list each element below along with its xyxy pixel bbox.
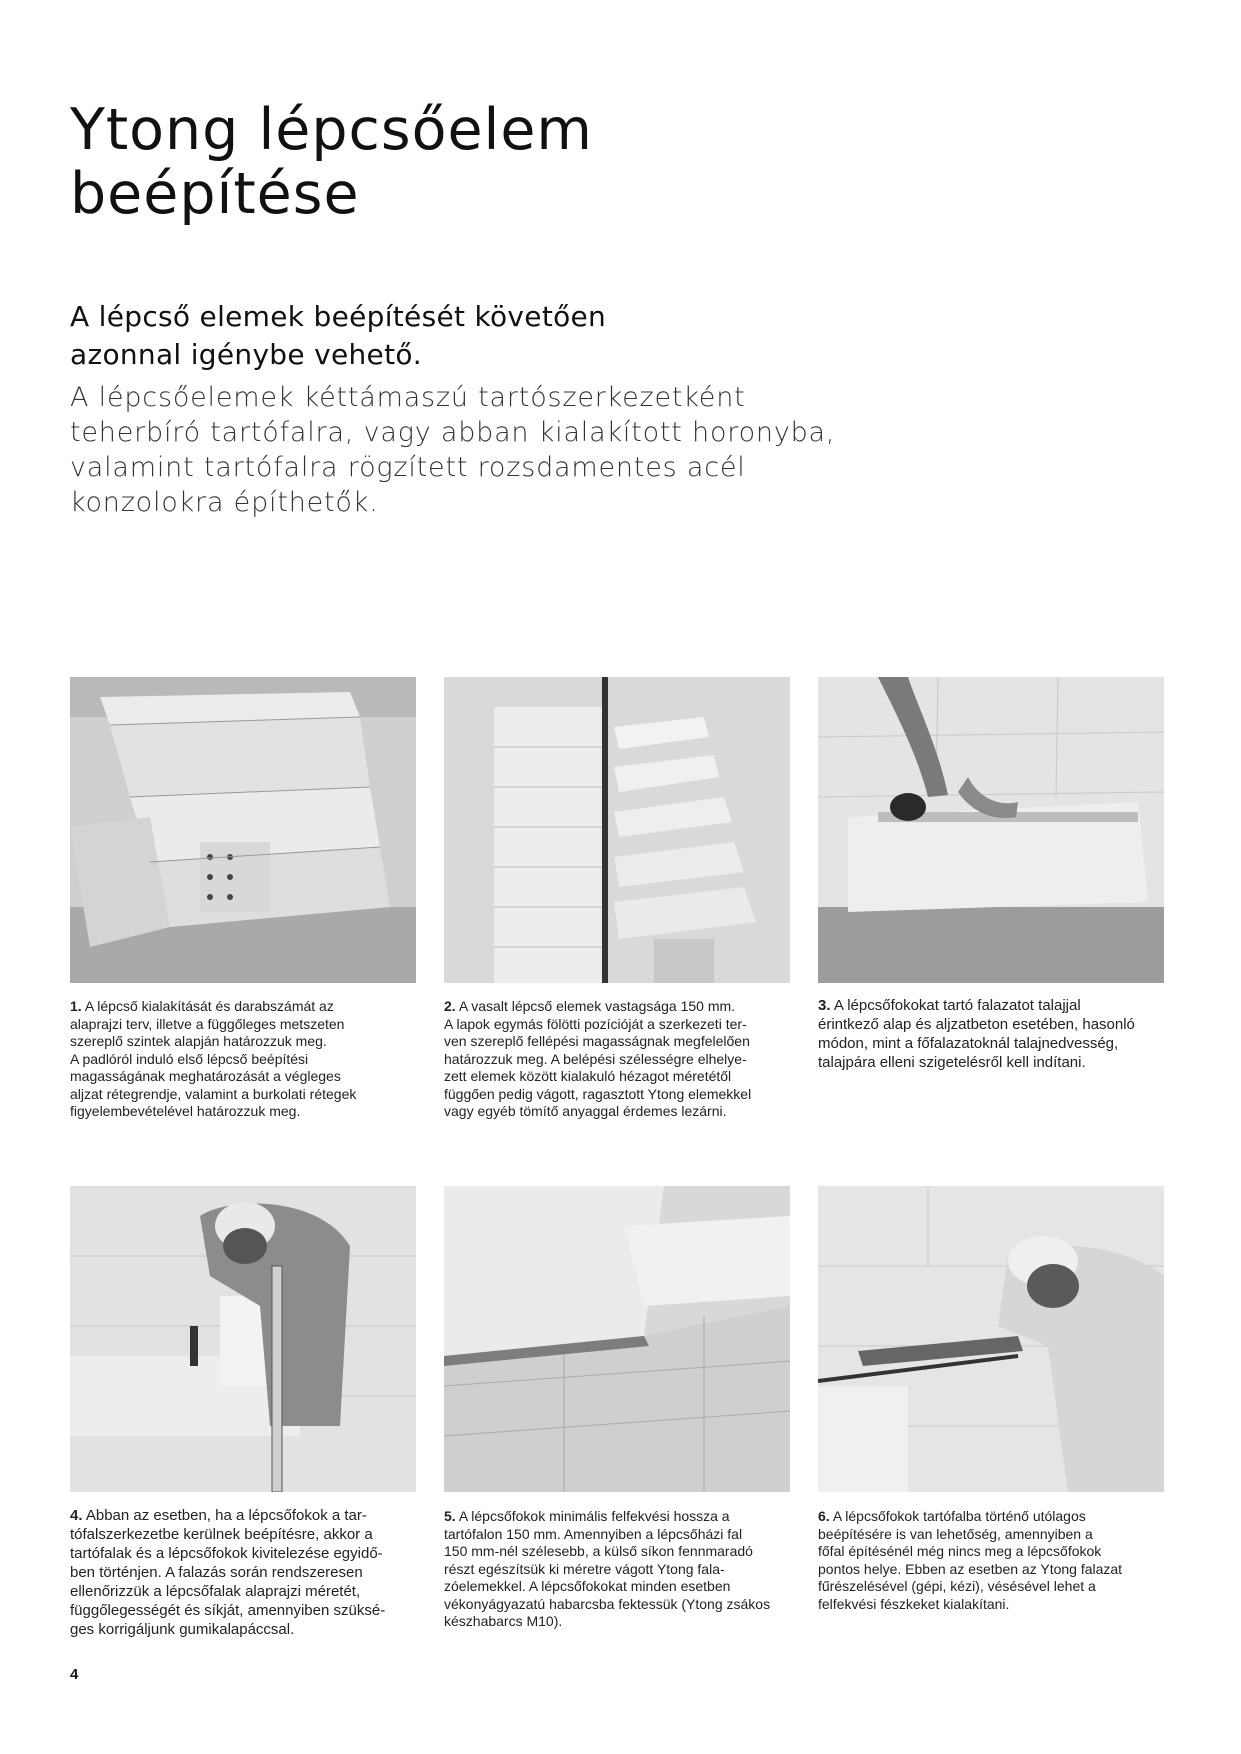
caption-text: tartófalak és a lépcsőfokok kivitelezése egyidő- bbox=[70, 1545, 383, 1562]
subtitle bbox=[70, 298, 970, 374]
step-number: 5. bbox=[444, 1508, 456, 1524]
caption-text: határozzuk meg. A belépési szélességre elhelye- bbox=[444, 1050, 747, 1067]
caption-step-5 bbox=[444, 1508, 794, 1631]
caption-text: ben történjen. A falazás során rendszeresen bbox=[70, 1564, 363, 1581]
photo-step-5-step-on-wall bbox=[444, 1186, 790, 1492]
caption-text: A lépcsőfokok tartófalba történő utólagos bbox=[832, 1508, 1086, 1524]
step-number: 1. bbox=[70, 998, 82, 1014]
caption-text: 150 mm-nél szélesebb, a külső síkon fennmaradó bbox=[444, 1543, 753, 1559]
caption-text: magasságának meghatározását a végleges bbox=[70, 1068, 341, 1084]
caption-text: szereplő szintek alapján határozzuk meg. bbox=[70, 1033, 327, 1049]
subtitle-line-2: azonnal igénybe vehető. bbox=[70, 338, 422, 371]
intro-line: teherbíró tartófalra, vagy abban kialakított horonyba, bbox=[70, 417, 836, 448]
page-title-line-1: Ytong lépcsőelem bbox=[70, 97, 593, 163]
page-title bbox=[70, 98, 970, 226]
caption-text: A padlóról induló első lépcső beépítési bbox=[70, 1050, 309, 1067]
intro-line: A lépcsőelemek kéttámaszú tartószerkezetként bbox=[70, 382, 746, 413]
caption-text: függően pedig vágott, ragasztott Ytong elemekkel bbox=[444, 1085, 752, 1102]
caption-text: ven szereplő fellépési magasságnak megfelelően bbox=[444, 1033, 750, 1049]
caption-text: vagy egyéb tömítő anyaggal érdemes lezárni. bbox=[444, 1103, 727, 1119]
caption-text: Abban az esetben, ha a lépcsőfokok a tar- bbox=[85, 1507, 367, 1524]
caption-text: beépítésére is van lehetőség, amennyiben a bbox=[818, 1525, 1093, 1542]
caption-step-6 bbox=[818, 1508, 1168, 1613]
photo-step-3-levelling bbox=[818, 677, 1164, 983]
caption-text: érintkező alap és aljzatbeton esetében, hasonló bbox=[818, 1016, 1135, 1033]
caption-text: tartófalon 150 mm. Amennyiben a lépcsőházi fal bbox=[444, 1525, 743, 1542]
caption-text: készhabarcs M10). bbox=[444, 1613, 563, 1629]
caption-text: ellenőrizzük a lépcsőfalak alaprajzi méretét, bbox=[70, 1583, 361, 1600]
caption-text: A lépcsőfokok minimális felfekvési hossza a bbox=[458, 1508, 730, 1524]
caption-text: A vasalt lépcső elemek vastagsága 150 mm. bbox=[458, 998, 736, 1014]
caption-text: tófalszerkezetbe kerülnek beépítésre, akkor a bbox=[70, 1526, 373, 1543]
caption-step-1 bbox=[70, 998, 420, 1121]
step-number: 2. bbox=[444, 998, 456, 1014]
step-number: 4. bbox=[70, 1507, 83, 1524]
subtitle-line-1: A lépcső elemek beépítését követően bbox=[70, 300, 607, 333]
intro-paragraph bbox=[70, 380, 970, 520]
caption-text: figyelembevételével határozzuk meg. bbox=[70, 1103, 301, 1119]
caption-text: A lépcső kialakítását és darabszámát az bbox=[84, 998, 334, 1014]
step-number: 3. bbox=[818, 997, 831, 1014]
photo-step-4-worker-level bbox=[70, 1186, 416, 1492]
photo-step-6-worker-sawing bbox=[818, 1186, 1164, 1492]
caption-text: ges korrigáljunk gumikalapáccsal. bbox=[70, 1621, 295, 1638]
caption-text: függőlegességét és síkját, amennyiben szüksé- bbox=[70, 1602, 386, 1619]
caption-text: zóelemekkel. A lépcsőfokokat minden esetben bbox=[444, 1578, 731, 1594]
caption-text: A lapok egymás fölötti pozícióját a szerkezeti ter- bbox=[444, 1015, 747, 1032]
intro-line: valamint tartófalra rögzített rozsdamentes acél bbox=[70, 452, 746, 483]
caption-text: főfal építésénél még nincs meg a lépcsőfokok bbox=[818, 1543, 1102, 1559]
caption-text: módon, mint a főfalazatoknál talajnedvesség, bbox=[818, 1035, 1119, 1052]
page-number: 4 bbox=[70, 1666, 79, 1683]
step-number: 6. bbox=[818, 1508, 830, 1524]
caption-text: vékonyágyazatú habarcsba fektessük (Ytong zsákos bbox=[444, 1595, 771, 1612]
caption-text: részt egészítsük ki méretre vágott Ytong fala- bbox=[444, 1560, 725, 1577]
caption-text: A lépcsőfokokat tartó falazatot talajjal bbox=[833, 997, 1081, 1014]
caption-text: pontos helye. Ebben az esetben az Ytong falazat bbox=[818, 1560, 1123, 1577]
caption-text: felfekvési fészkeket kialakítani. bbox=[818, 1595, 1010, 1612]
photo-step-2-stair bbox=[444, 677, 790, 983]
caption-text: fűrészelésével (gépi, kézi), vésésével lehet a bbox=[818, 1578, 1096, 1594]
caption-text: zett elemek között kialakuló hézagot méretétől bbox=[444, 1068, 732, 1084]
intro-line: konzolokra építhetők. bbox=[70, 487, 379, 518]
caption-step-4 bbox=[70, 1506, 420, 1639]
page-title-line-2: beépítése bbox=[70, 161, 360, 227]
caption-step-3 bbox=[818, 996, 1168, 1072]
caption-text: alaprajzi terv, illetve a függőleges metszeten bbox=[70, 1015, 345, 1032]
caption-text: aljzat rétegrendje, valamint a burkolati rétegek bbox=[70, 1085, 357, 1102]
photo-step-1-stair-blocks bbox=[70, 677, 416, 983]
caption-text: talajpára elleni szigetelésről kell indítani. bbox=[818, 1054, 1086, 1071]
caption-step-2 bbox=[444, 998, 794, 1121]
